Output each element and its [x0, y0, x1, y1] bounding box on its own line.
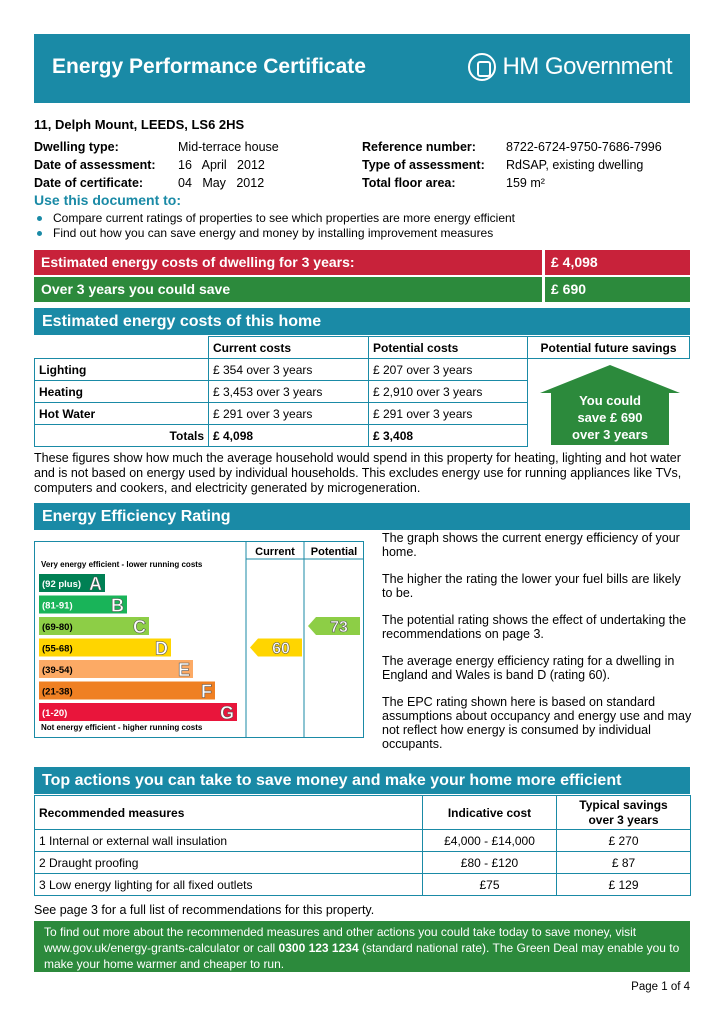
row-potential: £ 207 over 3 years: [369, 359, 528, 381]
save-bar: [34, 277, 690, 302]
explanation-paragraph: The higher the rating the lower your fuel bills are likely to be.: [382, 572, 681, 600]
band-range: (1-20): [42, 708, 68, 719]
table-header-potential: Potential costs: [369, 337, 528, 359]
explanation-paragraph: The average energy efficiency rating for a dwelling in England and Wales is band D (rating 60).: [382, 654, 675, 682]
row-label: Hot Water: [35, 403, 209, 425]
row-label: Heating: [35, 381, 209, 403]
band-range: (21-38): [42, 686, 73, 698]
row-label: Lighting: [35, 359, 209, 381]
band-letter: G: [219, 703, 234, 723]
list-item: Find out how you can save energy and money by installing improvement measures: [37, 226, 515, 241]
row-current: £ 3,453 over 3 years: [209, 381, 369, 403]
dwelling-type-label: Dwelling type:: [34, 140, 119, 154]
hm-government-logo: [468, 53, 672, 81]
measure-cell: 1 Internal or external wall insulation: [35, 830, 423, 852]
more-info-line2: [44, 940, 690, 956]
page-header: [34, 34, 690, 103]
table-row: [35, 874, 691, 896]
phone-number: 0300 123 1234: [278, 941, 359, 955]
dwelling-type-value: Mid-terrace house: [178, 140, 279, 154]
explanation-paragraph: The graph shows the current energy efficiency of your home.: [382, 531, 680, 559]
band-range: (55-68): [42, 643, 73, 655]
more-info-line2-end: (standard national rate). The Green Deal may enable you to: [358, 941, 680, 955]
band-letter: D: [155, 638, 168, 659]
house-roof-icon: [540, 365, 680, 393]
floor-area-value: 159 m²: [506, 176, 545, 190]
estimated-costs-bar: [34, 250, 690, 275]
table-header-current: Current costs: [209, 337, 369, 359]
band-g: [39, 703, 237, 721]
explanation-paragraph: The potential rating shows the effect of undertaking the recommendations on page 3.: [382, 613, 687, 641]
current-rating-value: 60: [272, 640, 290, 658]
saving-cell: £ 129: [557, 874, 691, 896]
total-current: £ 4,098: [209, 425, 369, 447]
table-header-future: Potential future savings: [528, 337, 690, 359]
assessment-date-label: Date of assessment:: [34, 158, 156, 172]
see-page-note: See page 3 for a full list of recommendations for this property.: [34, 903, 375, 917]
certificate-date-label: Date of certificate:: [34, 176, 144, 190]
reference-value: 8722-6724-9750-7686-7996: [506, 140, 662, 154]
header-measures: Recommended measures: [35, 796, 423, 830]
use-heading: Use this document to:: [34, 192, 182, 208]
page-title: Energy Performance Certificate: [52, 55, 366, 78]
reference-label: Reference number:: [362, 140, 476, 154]
top-note: Very energy efficient - lower running costs: [41, 560, 203, 569]
table-row: [35, 852, 691, 874]
cost-cell: £75: [423, 874, 557, 896]
recommendations-table: [34, 795, 691, 896]
band-range: (69-80): [42, 622, 73, 633]
row-potential: £ 2,910 over 3 years: [369, 381, 528, 403]
estimated-costs-value: £ 4,098: [545, 250, 690, 275]
totals-label: Totals: [35, 425, 209, 447]
band-letter: F: [201, 681, 212, 702]
more-info-line1: To find out more about the recommended measures and other actions you could take today to save money, visit: [44, 925, 637, 939]
assessment-type-value: RdSAP, existing dwelling: [506, 158, 644, 172]
assessment-date-value: 16 April 2012: [178, 158, 265, 172]
savings-house-graphic: [540, 365, 680, 445]
row-current: £ 291 over 3 years: [209, 403, 369, 425]
cost-cell: £4,000 - £14,000: [423, 830, 557, 852]
total-potential: £ 3,408: [369, 425, 528, 447]
header-cost: Indicative cost: [423, 796, 557, 830]
certificate-date-value: 04 May 2012: [178, 176, 265, 190]
explanation-paragraph: The EPC rating shown here is based on standard assumptions about occupancy and energy use and may not reflect how energy is consumed by individual occupants.: [382, 695, 692, 751]
measure-cell: 2 Draught proofing: [35, 852, 423, 874]
potential-rating-value: 73: [330, 619, 348, 636]
potential-col-label: Potential: [310, 546, 358, 558]
band-range: (92 plus): [42, 579, 82, 590]
band-range: (39-54): [42, 665, 73, 676]
estimated-costs-label: Estimated energy costs of dwelling for 3 years:: [34, 250, 542, 275]
bottom-note: Not energy efficient - higher running costs: [41, 723, 203, 732]
current-col-label: Current: [255, 546, 295, 558]
page-number: Page 1 of 4: [631, 981, 690, 993]
use-list: [37, 211, 515, 241]
list-item: Compare current ratings of properties to see which properties are more energy efficient: [37, 211, 515, 226]
band-letter: C: [133, 617, 146, 637]
info-left: [34, 138, 279, 192]
savings-text: [551, 392, 669, 445]
band-letter: B: [111, 595, 124, 616]
info-right: [362, 138, 662, 192]
property-address: 11, Delph Mount, LEEDS, LS6 2HS: [34, 117, 245, 132]
header-savings-line1: Typical savings: [579, 797, 668, 812]
header-savings: [557, 796, 691, 830]
more-info-box: [34, 921, 690, 972]
row-current: £ 354 over 3 years: [209, 359, 369, 381]
band-range: (81-91): [42, 600, 73, 612]
table-header-blank: [35, 337, 209, 359]
crest-icon: [468, 53, 496, 81]
saving-cell: £ 270: [557, 830, 691, 852]
efficiency-explanation: [382, 531, 692, 764]
floor-area-label: Total floor area:: [362, 176, 456, 190]
band-letter: E: [177, 660, 190, 680]
savings-line-3: over 3 years: [572, 427, 648, 442]
row-potential: £ 291 over 3 years: [369, 403, 528, 425]
grants-calculator-link[interactable]: www.gov.uk/energy-grants-calculator or call: [44, 941, 279, 955]
efficiency-heading: Energy Efficiency Rating: [34, 503, 690, 530]
assessment-type-label: Type of assessment:: [362, 158, 485, 172]
cost-cell: £80 - £120: [423, 852, 557, 874]
logo-text: HM Government: [502, 53, 672, 80]
save-value: £ 690: [545, 277, 690, 302]
savings-line-2: save £ 690: [577, 410, 643, 425]
more-info-line3: make your home warmer and cheaper to run.: [44, 957, 285, 971]
efficiency-chart: [34, 541, 364, 738]
costs-paragraph: These figures show how much the average household would spend in this property for heating, lighting and hot water and is not based on energy used by individual households. This excludes energy use for running appliances like TVs, computers and cookers, and electricity generated by microgeneration.: [34, 451, 682, 495]
measure-cell: 3 Low energy lighting for all fixed outlets: [35, 874, 423, 896]
table-row: [35, 830, 691, 852]
header-savings-line2: over 3 years: [588, 812, 659, 827]
costs-heading: Estimated energy costs of this home: [34, 308, 690, 335]
band-letter: A: [89, 574, 102, 594]
saving-cell: £ 87: [557, 852, 691, 874]
save-label: Over 3 years you could save: [34, 277, 542, 302]
savings-line-1: You could: [579, 393, 641, 408]
actions-heading: Top actions you can take to save money and make your home more efficient: [34, 767, 690, 794]
